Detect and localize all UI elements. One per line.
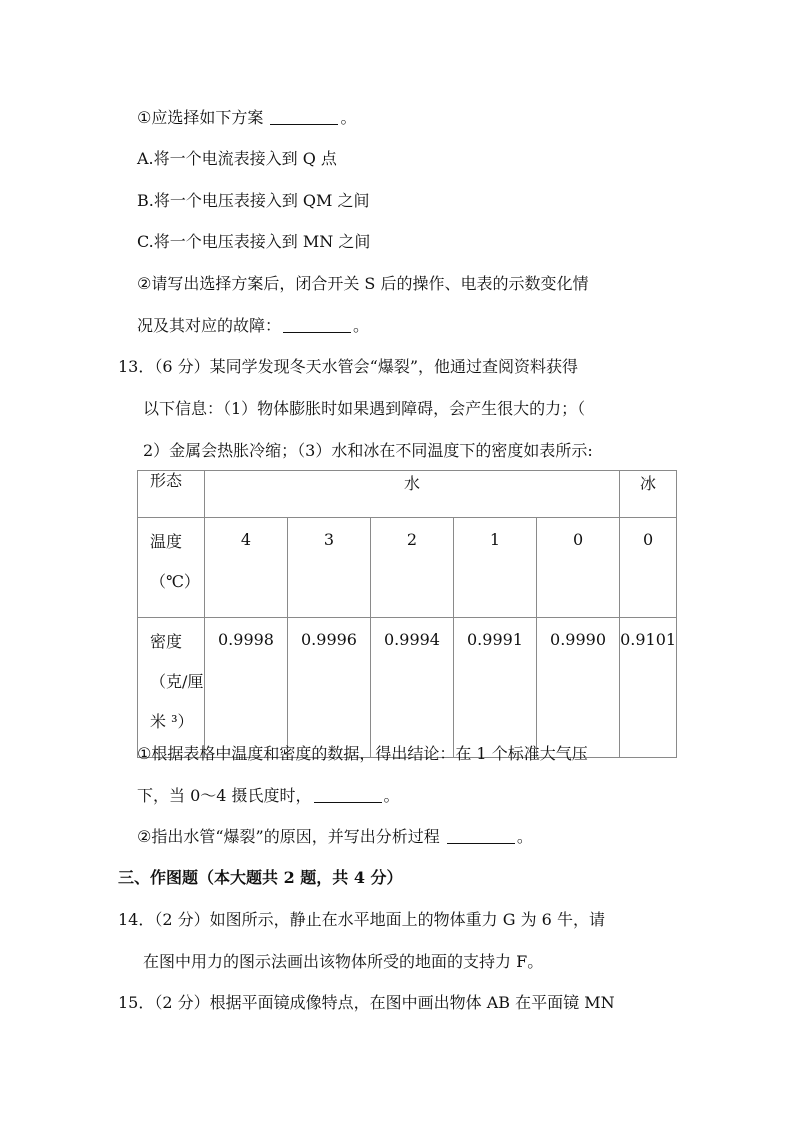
q12-sub1-text: 应选择如下方案 — [151, 108, 264, 127]
cell-state-label: 形态 — [138, 471, 205, 518]
q14-text1: （2 分）如图所示，静止在水平地面上的物体重力 G 为 6 牛，请 — [154, 910, 605, 929]
q12-sub2-line2 — [137, 315, 369, 337]
cell-temp: 0 — [537, 518, 620, 618]
section-title: 三、作图题（本大题共 2 题，共 4 分） — [118, 868, 403, 887]
density-label-l2: （克/厘 — [150, 672, 204, 691]
q12-sub1 — [137, 107, 356, 129]
q13-sub2-text: 指出水管“爆裂”的原因，并写出分析过程 — [151, 827, 440, 846]
q15-line1 — [118, 992, 615, 1014]
answer-blank[interactable] — [314, 788, 382, 803]
q13-number: 13． — [118, 357, 155, 376]
cell-water: 水 — [205, 471, 620, 518]
temperature-label-l1: 温度 — [150, 532, 183, 551]
q14-line2: 在图中用力的图示法画出该物体所受的地面的支持力 F。 — [143, 952, 544, 971]
q13-sub1-text2: 下，当 0～4 摄氏度时， — [137, 786, 312, 805]
cell-density: 0.9101 — [620, 618, 677, 758]
table-row-state — [138, 471, 677, 518]
temperature-label-l2: （℃） — [150, 572, 200, 591]
q12-option-a: A.将一个电流表接入到 Q 点 — [137, 149, 337, 168]
q12-sub2-text2: 况及其对应的故障： — [137, 316, 282, 335]
q12-option-b: B.将一个电压表接入到 QM 之间 — [137, 191, 370, 210]
q15-text1: （2 分）根据平面镜成像特点，在图中画出物体 AB 在平面镜 MN — [154, 993, 615, 1012]
q12-sub2-line1 — [137, 273, 588, 295]
table-row-temperature — [138, 518, 677, 618]
period: 。 — [516, 827, 533, 846]
q13-sub1-line2 — [137, 785, 400, 807]
cell-density: 0.9998 — [205, 618, 288, 758]
cell-temp: 3 — [288, 518, 371, 618]
q15-number: 15． — [118, 993, 155, 1012]
answer-blank[interactable] — [270, 110, 338, 125]
table-row-density — [138, 618, 677, 758]
q14-number: 14． — [118, 910, 155, 929]
q14-line1 — [118, 909, 605, 931]
cell-density: 0.9991 — [454, 618, 537, 758]
answer-blank[interactable] — [283, 318, 351, 333]
circle-mark-2: ② — [137, 274, 152, 293]
cell-density: 0.9996 — [288, 618, 371, 758]
q13-sub1-text: 根据表格中温度和密度的数据，得出结论：在 1 个标准大气压 — [151, 744, 588, 763]
cell-temperature-label — [138, 518, 205, 618]
q12-sub2-text: 请写出选择方案后，闭合开关 S 后的操作、电表的示数变化情 — [151, 274, 589, 293]
cell-temp: 4 — [205, 518, 288, 618]
density-label-l3: 米 ³） — [150, 712, 194, 731]
density-label-l1: 密度 — [150, 632, 183, 651]
period: 。 — [340, 108, 357, 127]
period: 。 — [383, 786, 400, 805]
density-table — [137, 470, 677, 758]
circle-mark-1: ① — [137, 744, 152, 763]
cell-temp: 0 — [620, 518, 677, 618]
q13-sub1-line1 — [137, 743, 588, 765]
period: 。 — [353, 316, 370, 335]
cell-density: 0.9994 — [371, 618, 454, 758]
cell-ice: 冰 — [620, 471, 677, 518]
q13-line3: 2）金属会热胀冷缩；（3）水和冰在不同温度下的密度如表所示: — [143, 441, 593, 460]
q13-line2: 以下信息：（1）物体膨胀时如果遇到障碍，会产生很大的力；（ — [143, 399, 586, 418]
q13-line1 — [118, 356, 578, 378]
circle-mark-2: ② — [137, 827, 152, 846]
answer-blank[interactable] — [447, 829, 515, 844]
cell-density: 0.9990 — [537, 618, 620, 758]
q12-option-c: C.将一个电压表接入到 MN 之间 — [137, 232, 371, 251]
cell-density-label — [138, 618, 205, 758]
cell-temp: 1 — [454, 518, 537, 618]
q13-text1: （6 分）某同学发现冬天水管会“爆裂”，他通过查阅资料获得 — [154, 357, 579, 376]
circle-mark-1: ① — [137, 108, 152, 127]
q13-sub2 — [137, 826, 533, 848]
cell-temp: 2 — [371, 518, 454, 618]
